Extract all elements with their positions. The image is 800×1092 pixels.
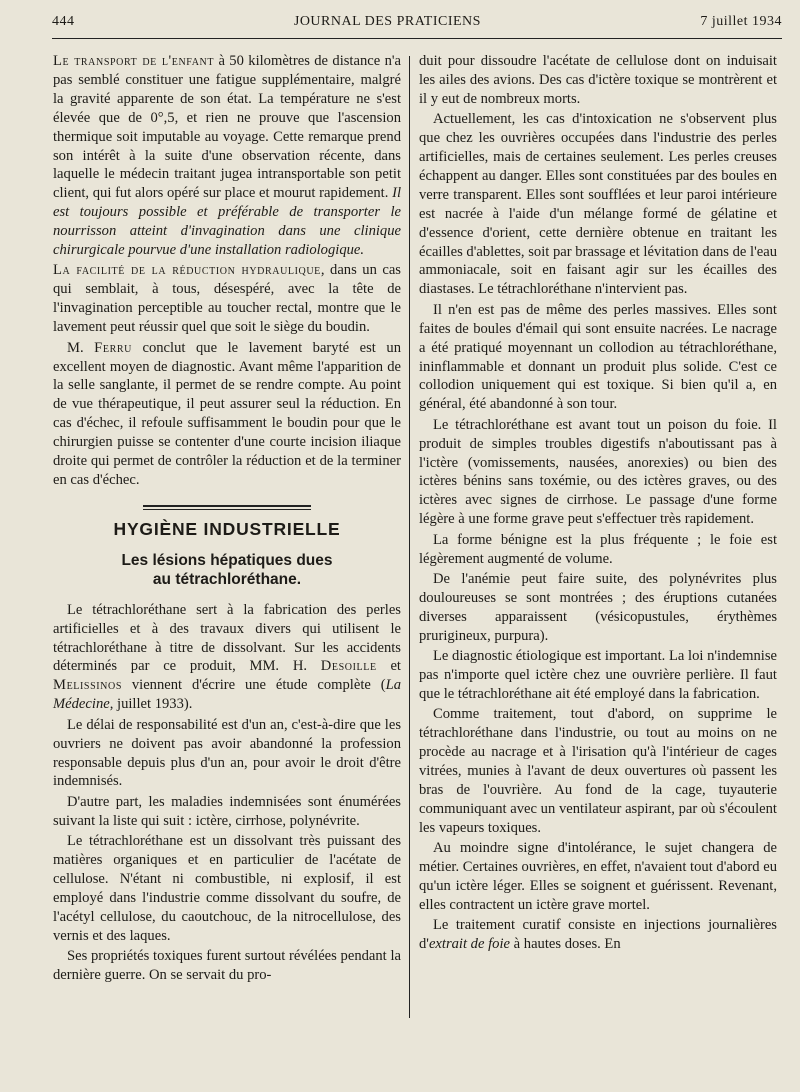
paragraph-text: viennent d'écrire une étude complète ( — [121, 677, 386, 694]
paragraph-intro — [53, 601, 401, 714]
article-title-line-2: au tétrachloréthane. — [152, 570, 302, 588]
left-column — [53, 52, 401, 986]
paragraph-text: à hautes doses. En — [510, 936, 621, 953]
paragraph-perles-massives: Il n'en est pas de même des perles massives. Elles sont faites de boules d'émail qui sont ensuite nacrées. Le nacrage a été pratiqué moyennant un collodion au tétrachloréthane, ininflammable et donnant un produit plus solide. C'est ce collodion uniquement qui est toxique. Si bien qu'il a, en général, été abandonné à son tour. — [419, 301, 777, 413]
author-name: Melissinos — [53, 677, 122, 694]
journal-title: JOURNAL DES PRATICIENS — [293, 14, 481, 29]
article-title — [53, 551, 401, 589]
lead-in-smallcaps: La facilité de la réduction hydraulique — [53, 262, 321, 279]
paragraph-text: , dans un cas qui semblait, à tous, désespéré, avec la tête de l'invagination perceptible au toucher rectal, montre que le lavement peut réussir quel que soit le siège du boudin. — [53, 262, 401, 336]
author-name: Desoille — [320, 658, 377, 675]
lead-in-smallcaps: Le transport de l'enfant — [53, 53, 215, 69]
paragraph-reduction — [53, 261, 401, 337]
cited-journal: La Médecine — [53, 677, 401, 713]
paragraph-diagnostic: Le diagnostic étiologique est important. La loi n'indemnise pas n'importe quel ictère chez une ouvrière perlière. Il faut que le tétrachloréthane ait été employé dans la fabrication. — [419, 648, 777, 702]
header-rule — [52, 38, 782, 39]
paragraph-proprietes: Ses propriétés toxiques furent surtout révélées pendant la dernière guerre. On se servait du pro- — [53, 948, 401, 983]
paragraph-text: , juillet 1933). — [109, 696, 193, 713]
paragraph-curatif — [419, 916, 777, 954]
column-rule — [409, 56, 410, 1018]
italic-conclusion: Il est toujours possible et préférable de transporter le nourrisson atteint d'invagination dans une clinique chirurgicale pourvue d'une installation radiologique. — [53, 185, 401, 259]
paragraph-text: et — [376, 658, 401, 675]
section-separator — [143, 505, 311, 510]
paragraph-text: M. — [67, 339, 95, 356]
paragraph-text: Le tétrachloréthane sert à la fabrication des perles artificielles et à des travaux divers qui utilisent le tétrachloréthane à titre de dissolvant. Sur les accidents déterminés par ce produit, MM. H. — [53, 601, 401, 675]
article-title-line-1: Les lésions hépatiques dues — [121, 551, 333, 569]
paragraph-poison-foie: Le tétrachloréthane est avant tout un poison du foie. Il produit de simples troubles digestifs n'aboutissant pas à l'ictère (vomissements, nausées, anorexies) ou bien des ictères bénins sans toxémie, ou des ictères graves, ou des ictères avec signes de cirrhose. Le passage d'une forme légère à une forme grave peut s'effectuer très rapidement. — [419, 416, 777, 528]
issue-date: 7 juillet 1934 — [700, 14, 782, 29]
paragraph-dissolvant: Le tétrachloréthane est un dissolvant très puissant des matières organiques et en particulier de l'acétate de cellulose. N'étant ni combustible, ni explosif, il est employé dans l'industrie comme dissolvant du soufre, de l'acétyl cellulose, du caoutchouc, de la nitrocellulose, des vernis et des laques. — [53, 833, 401, 944]
paragraph-anemie: De l'anémie peut faire suite, des polynévrites plus douloureuses se sont montrées ; des éruptions cutanées diverses apparaissent (vésicopustules, érythèmes prurigineux, purpura). — [419, 570, 777, 644]
paragraph-delai: Le délai de responsabilité est d'un an, c'est-à-dire que les ouvriers ne doivent pas avoir abandonné la profession responsable depuis plus d'un an, pour avoir le droit d'être indemnisés. — [53, 716, 401, 790]
paragraph-traitement: Comme traitement, tout d'abord, on supprime le tétrachloréthane dans l'industrie, ou tout au moins on ne procède au nacrage et à l'irisation qu'à l'intérieur de cages vitrées, munies à l'avant de deux ouvertures où passent les bras de l'ouvrière. Au fond de la cage, tuyauterie communiquant avec un ventilateur aspirant, par où s'écoulent les vapeurs toxiques. — [419, 706, 777, 836]
paragraph-text: Le traitement curatif consiste en injections journalières d' — [419, 917, 777, 953]
paragraph-intolerance: Au moindre signe d'intolérance, le sujet changera de métier. Certaines ouvrières, en effet, n'avaient tout d'abord eu qu'un ictère léger. Elles se soignent et guérissent. Revenant, elles contractent un ictère grave mortel. — [419, 840, 777, 913]
running-head — [52, 14, 782, 36]
paragraph-continued: duit pour dissoudre l'acétate de cellulose dont on induisait les ailes des avions. Des cas d'ictère toxique se montrèrent et il y eut de nombreux morts. — [419, 53, 777, 107]
paragraph-actuellement: Actuellement, les cas d'intoxication ne s'observent plus que chez les ouvrières occupées dans l'industrie des perles artificielles, mais de certaines seulement. Les perles creuses échappent au danger. Elles sont constituées par des boules en verre transparent. Elles sont soufflées et leur paroi intérieure est nacrée à l'aide d'un mélange formé de gélatine et d'essence d'orient, cette dernière obtenue en traitant les écailles d'ablettes, soit par brassage et lévitation dans de l'eau ammoniacale, soit en faisant agir sur les écailles des diastases. Le tétrachloréthane n'intervient pas. — [419, 111, 777, 298]
italic-term: extrait de foie — [428, 936, 510, 953]
author-name: Ferru — [94, 339, 132, 356]
paragraph-ferru — [53, 339, 401, 490]
paragraph-forme-benigne: La forme bénigne est la plus fréquente ; le foie est légèrement augmenté de volume. — [419, 531, 777, 567]
section-rubric: HYGIÈNE INDUSTRIELLE — [113, 518, 341, 539]
paragraph-transport — [53, 52, 401, 260]
paragraph-maladies: D'autre part, les maladies indemnisées sont énumérées suivant la liste qui suit : ictère, cirrhose, polynévrite. — [53, 793, 401, 829]
paragraph-text: conclut que le lavement baryté est un excellent moyen de diagnostic. Avant même l'apparition de la selle sanglante, il permet de se rendre compte. Au point de vue thérapeutique, il peut assurer seul la réduction. En cas d'échec, il refoule suffisamment le boudin pour que le chirurgien puisse se contenter d'une courte incision iliaque droite qui permet de contrôler la réduction et de la terminer en cas d'échec. — [53, 339, 401, 488]
right-column — [419, 52, 777, 956]
page-number: 444 — [52, 14, 75, 29]
paragraph-text: à 50 kilomètres de distance n'a pas semblé constituer une fatigue supplémentaire, malgré la gravité apparente de son état. La température ne s'est élevée que de 0°,5, et rien ne prouve que l'ascension thermique soit imputable au voyage. Cette remarque prend son intérêt à la suite d'une observation récente, dans laquelle le médecin traitant jugea intransportable son petit client, qui fut alors opéré sur place et mourut rapidement. — [53, 53, 402, 202]
